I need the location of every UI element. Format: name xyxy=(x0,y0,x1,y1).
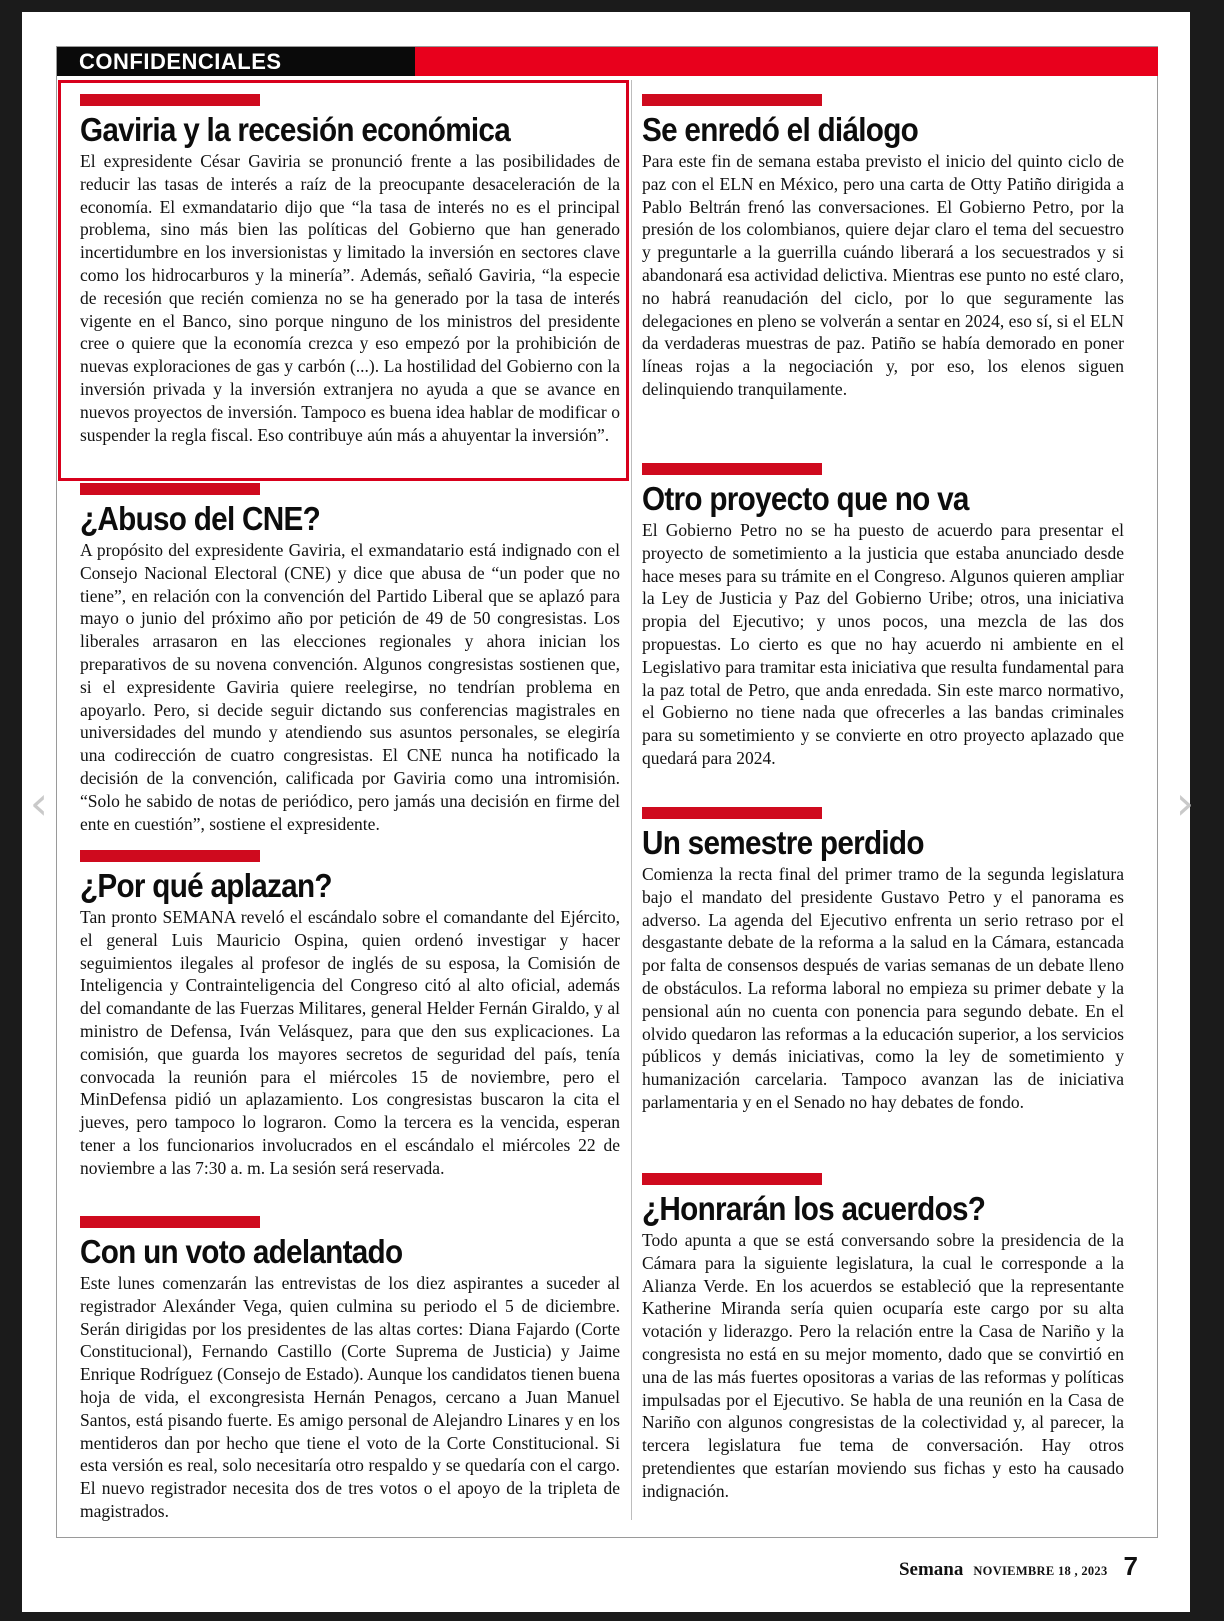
article-body: Todo apunta a que se está conversando sobre la presidencia de la Cámara para la siguiente legislatura, la cual le corresponde a la Alianza Verde. En los acuerdos se estableció que la representante Katherine Miranda sería quien ocuparía este cargo por su alta votación y liderazgo. Pero la relación entre la Casa de Nariño y la congresista no está en su mejor momento, dado que se convirtió en una de las más fuertes opositoras a varias de las reformas y políticas impulsadas por el Ejecutivo. Se habla de una reunión en la Casa de Nariño con algunos congresistas de la colectividad y, al parecer, la tercera legislatura fue tema de conversación. Hay otros pretendientes que estarían moviendo sus fichas y esto ha causado indignación. xyxy=(642,1230,1124,1501)
article-title: Con un voto adelantado xyxy=(80,1233,403,1270)
article-title: ¿Por qué aplazan? xyxy=(80,867,332,904)
article-semestre-perdido xyxy=(642,807,1124,1114)
article-body: Este lunes comenzarán las entrevistas de los diez aspirantes a suceder al registrador Alexánder Vega, quien culmina su periodo el 5 de diciembre. Serán dirigidas por los presidentes de las altas cortes: Diana Fajardo (Corte Constitucional), Fernando Castillo (Corte Suprema de Justicia) y Jaime Enrique Rodríguez (Consejo de Estado). Aunque los candidatos tienen buena hoja de vida, el excongresista Hernán Penagos, cercano a Juan Manuel Santos, está pisando fuerte. Es amigo personal de Alejandro Linares y en los mentideros dan por hecho que tiene el voto de la Corte Constitucional. Si esta versión es real, solo necesitaría otro respaldo y se quedaría con el cargo. El nuevo registrador necesita dos de tres votos o el apoyo de la tripleta de magistrados. xyxy=(80,1273,620,1521)
issue-date: NOVIEMBRE 18 , 2023 xyxy=(973,1564,1108,1578)
article-body: Comienza la recta final del primer tramo de la segunda legislatura bajo el mandato del presidente Gustavo Petro y el panorama es adverso. La agenda del Ejecutivo enfrenta un serio retraso por el desgastante debate de la reforma a la salud en la Cámara, estancada por falta de consensos después de varias semanas de un debate lleno de obstáculos. La reforma laboral no empieza su primer debate y la pensional aún no cuenta con ponencia para segundo debate. En el olvido quedaron las reformas a la educación superior, a los servicios públicos y demás iniciativas, como la ley de sometimiento y humanización carcelaria. Tampoco avanzan las de iniciativa parlamentaria y en el Senado no hay debates de fondo. xyxy=(642,864,1124,1112)
article-title: Otro proyecto que no va xyxy=(642,480,969,517)
page-footer xyxy=(899,1551,1138,1582)
article-accent-bar xyxy=(80,483,260,495)
article-honraran-acuerdos xyxy=(642,1173,1124,1503)
article-accent-bar xyxy=(642,1173,822,1185)
article-title: Se enredó el diálogo xyxy=(642,111,919,148)
article-body: El Gobierno Petro no se ha puesto de acuerdo para presentar el proyecto de sometimiento a la justicia que estaba anunciado desde hace meses para su trámite en el Congreso. Algunos quieren ampliar la Ley de Justicia y Paz del Gobierno Uribe; otros, una iniciativa propia del Ejecutivo; y unos pocos, una mezcla de las dos propuestas. Lo cierto es que no hay acuerdo ni ambiente en el Legislativo para tramitar esta iniciativa que resulta fundamental para la paz total de Petro, que anda enredada. Sin este marco normativo, el Gobierno no tiene nada que ofrecerles a las bandas criminales para su sometimiento y se convierte en otro proyecto aplazado que quedará para 2024. xyxy=(642,520,1124,768)
next-page-chevron-right-icon[interactable]: › xyxy=(1175,776,1195,830)
article-accent-bar xyxy=(80,1216,260,1228)
article-body: El expresidente César Gaviria se pronunció frente a las posibilidades de reducir las tasas de interés a raíz de la preocupante desaceleración de la economía. El exmandatario dijo que “la tasa de interés no es el principal problema, sino más bien las políticas del Gobierno que han generado incertidumbre en los inversionistas y limitado la inversión en sectores clave como los hidrocarburos y la minería”. Además, señaló Gaviria, “la especie de recesión que recién comienza no se ha generado por la tasa de interés vigente en el Banco, sino porque ninguno de los ministros del presidente cree o quiere que la economía crezca y eso empezó por la prohibición de nuevas exploraciones de gas y carbón (...). La hostilidad del Gobierno con la inversión privada y la inversión extranjera no ayuda a que se avance en nuevos proyectos de inversión. Tampoco es buena idea hablar de modificar o suspender la regla fiscal. Eso contribuye aún más a ahuyentar la inversión”. xyxy=(80,151,620,445)
page-number: 7 xyxy=(1123,1551,1138,1581)
article-otro-proyecto xyxy=(642,463,1124,770)
article-accent-bar xyxy=(642,807,822,819)
article-body: Para este fin de semana estaba previsto el inicio del quinto ciclo de paz con el ELN en México, pero una carta de Otty Patiño dirigida a Pablo Beltrán frenó las conversaciones. El Gobierno Petro, por la presión de los colombianos, quiere dejar claro el tema del secuestro y preguntarle a la guerrilla cuándo liberará a los secuestrados y si abandonará esa actividad delictiva. Mientras ese punto no esté claro, no habrá reanudación del ciclo, por lo que seguramente las delegaciones en pleno se volverán a sentar en 2024, eso sí, si el ELN da verdaderas muestras de paz. Patiño se había demorado en poner líneas rojas a la negociación y, por eso, los elenos siguen delinquiendo tranquilamente. xyxy=(642,151,1124,399)
article-se-enredo-dialogo xyxy=(642,94,1124,401)
article-accent-bar xyxy=(80,94,260,106)
section-title: CONFIDENCIALES xyxy=(57,47,415,76)
article-abuso-cne xyxy=(80,483,620,835)
article-accent-bar xyxy=(642,463,822,475)
publication-name: Semana xyxy=(898,1559,964,1580)
article-body: Tan pronto SEMANA reveló el escándalo sobre el comandante del Ejército, el general Luis Mauricio Ospina, quien ordenó investigar y hacer seguimientos ilegales al profesor de inglés de su esposa, la Comisión de Inteligencia y Contrainteligencia del Congreso citó al alto oficial, además del comandante de las Fuerzas Militares, general Helder Fernán Giraldo, y al ministro de Defensa, Iván Velásquez, para que den sus explicaciones. La comisión, que guarda los mayores secretos de seguridad del país, tenía convocada la reunión para el miércoles 15 de noviembre, pero el MinDefensa pidió un aplazamiento. Los congresistas buscaron la cita el jueves, pero tampoco lo lograron. Como la tercera es la vencida, esperan tener a los funcionarios involucrados en el escándalo el miércoles 22 de noviembre a las 7:30 a. m. La sesión será reservada. xyxy=(80,907,620,1178)
column-divider xyxy=(631,80,632,1520)
article-title: Un semestre perdido xyxy=(642,824,924,861)
article-accent-bar xyxy=(80,850,260,862)
article-voto-adelantado xyxy=(80,1216,620,1523)
article-title: ¿Honrarán los acuerdos? xyxy=(642,1190,986,1227)
article-accent-bar xyxy=(642,94,822,106)
article-title: Gaviria y la recesión económica xyxy=(80,111,511,148)
article-gaviria-recesion xyxy=(80,94,620,446)
article-body: A propósito del expresidente Gaviria, el exmandatario está indignado con el Consejo Nacional Electoral (CNE) y dice que abusa de “un poder que no tiene”, en relación con la convención del Partido Liberal que se aplazó para mayo o junio del próximo año por petición de 49 de 50 congresistas. Los liberales arrasaron en las elecciones regionales y ahora inician los preparativos de su novena convención. Algunos congresistas sostienen que, si el expresidente Gaviria quiere reelegirse, no tendrían problema en apoyarlo. Pero, si decide seguir dictando sus conferencias magistrales en universidades del mundo y atendiendo sus asuntos personales, se elegiría una codirección de cuatro congresistas. El CNE nunca ha notificado la decisión de la convención, calificada por Gaviria como una intromisión. “Solo he sabido de notas de periódico, pero jamás una decisión en firme del ente en cuestión”, sostiene el expresidente. xyxy=(80,540,620,834)
article-por-que-aplazan xyxy=(80,850,620,1180)
previous-page-chevron-left-icon[interactable]: ‹ xyxy=(29,776,49,830)
article-title: ¿Abuso del CNE? xyxy=(80,500,321,537)
